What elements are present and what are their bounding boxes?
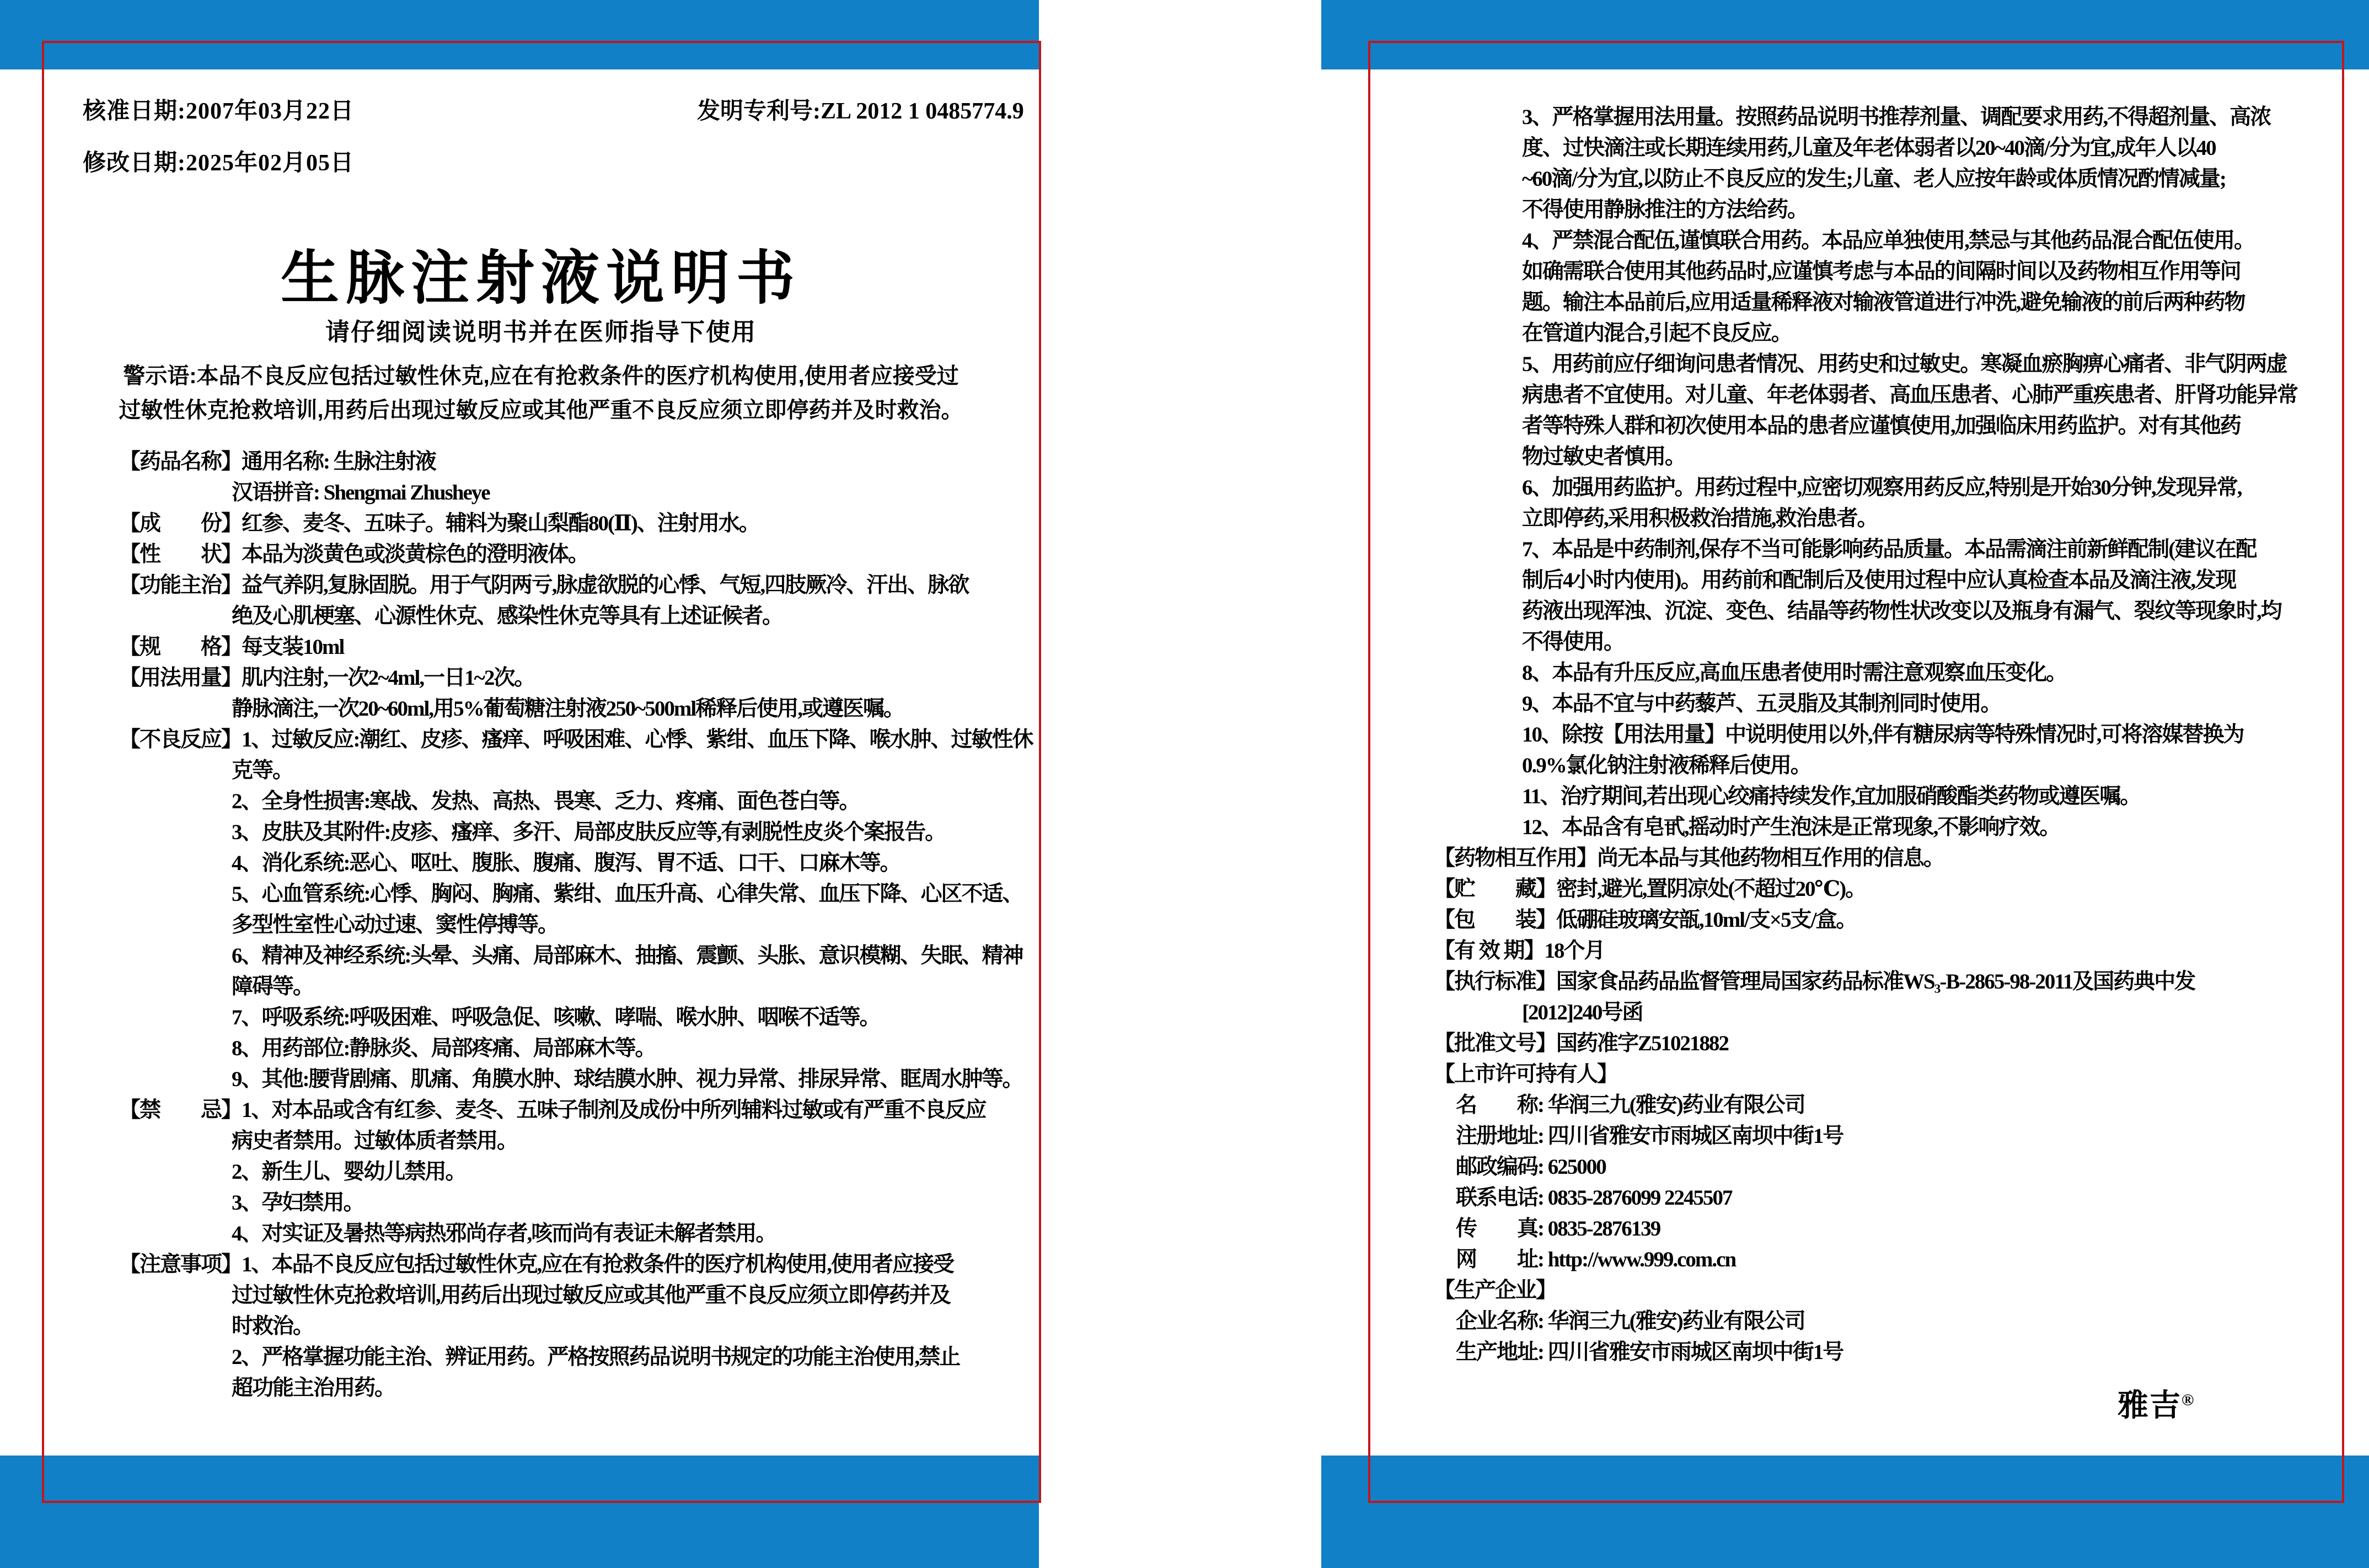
text-line: 【贮 藏】密封,避光,置阴凉处(不超过20℃)。 [1434,877,1866,901]
text-line: 【执行标准】国家食品药品监督管理局国家药品标准WS₃-B-2865-98-2011及国药典中发 [1434,970,2195,994]
text-line: 超功能主治用药。 [232,1376,395,1400]
text-line: 者等特殊人群和初次使用本品的患者应谨慎使用,加强临床用药监护。对有其他药 [1522,414,2241,438]
text-line: 在管道内混合,引起不良反应。 [1522,321,1792,345]
text-line: 12、本品含有皂甙,摇动时产生泡沫是正常现象,不影响疗效。 [1522,815,2060,839]
text-line: 病史者禁用。过敏体质者禁用。 [232,1129,518,1153]
text-line: 克等。 [232,759,293,782]
text-line: 注册地址: 四川省雅安市雨城区南坝中街1号 [1456,1124,1843,1148]
text-line: 5、用药前应仔细询问患者情况、用药史和过敏史。寒凝血瘀胸痹心痛者、非气阴两虚 [1522,352,2287,376]
registered-trademark-symbol: ® [2182,1390,2194,1409]
text-line: 3、皮肤及其附件:皮疹、瘙痒、多汗、局部皮肤反应等,有剥脱性皮炎个案报告。 [232,820,946,844]
text-line: 静脉滴注,一次20~60ml,用5%葡萄糖注射液250~500ml稀释后使用,或遵医嘱。 [232,697,904,721]
text-line: 生产地址: 四川省雅安市雨城区南坝中街1号 [1456,1340,1843,1364]
text-line: 【不良反应】1、过敏反应:潮红、皮疹、瘙痒、呼吸困难、心悸、紫绀、血压下降、喉水肿、过敏性休 [119,728,1033,751]
text-line: 病患者不宜使用。对儿童、年老体弱者、高血压患者、心肺严重疾患者、肝肾功能异常 [1522,383,2298,407]
text-line: 3、孕妇禁用。 [232,1191,364,1215]
text-line: 多型性室性心动过速、窦性停搏等。 [232,913,559,937]
text-line: 【性 状】本品为淡黄色或淡黄棕色的澄明液体。 [119,543,589,566]
text-line: 【批准文号】国药准字Z51021882 [1434,1032,1729,1055]
text-line: 【禁 忌】1、对本品或含有红参、麦冬、五味子制剂及成份中所列辅料过敏或有严重不良反应 [119,1098,986,1122]
text-line: 度、过快滴注或长期连续用药,儿童及年老体弱者以20~40滴/分为宜,成年人以40 [1522,136,2216,160]
text-line: 题。输注本品前后,应用适量稀释液对输液管道进行冲洗,避免输液的前后两种药物 [1522,291,2245,314]
approval-date: 核准日期:2007年03月22日 [83,99,354,124]
text-line: 【规 格】每支装10ml [119,635,344,659]
text-line: 【用法用量】肌内注射,一次2~4ml,一日1~2次。 [119,666,535,690]
text-line: 8、用药部位:静脉炎、局部疼痛、局部麻木等。 [232,1037,656,1060]
text-line: 4、消化系统:恶心、呕吐、腹胀、腹痛、腹泻、胃不适、口干、口麻木等。 [232,851,901,875]
text-line: 不得使用静脉推注的方法给药。 [1522,198,1808,222]
text-line: 3、严格掌握用法用量。按照药品说明书推荐剂量、调配要求用药,不得超剂量、高浓 [1522,105,2271,129]
text-line: 0.9%氯化钠注射液稀释后使用。 [1522,754,1811,777]
patent-number: 发明专利号:ZL 2012 1 0485774.9 [697,99,1024,124]
text-line: 不得使用。 [1522,630,1625,654]
text-line: 11、治疗期间,若出现心绞痛持续发作,宜加服硝酸酯类药物或遵医嘱。 [1522,785,2141,808]
text-line: 过过敏性休克抢救培训,用药后出现过敏反应或其他严重不良反应须立即停药并及 [232,1284,950,1307]
text-line: 障碍等。 [232,975,314,998]
text-line: 2、严格掌握功能主治、辨证用药。严格按照药品说明书规定的功能主治使用,禁止 [232,1345,960,1369]
text-line: 4、对实证及暑热等病热邪尚存者,咳而尚有表证未解者禁用。 [232,1222,776,1245]
text-line: 9、本品不宜与中药藜芦、五灵脂及其制剂同时使用。 [1522,692,2001,716]
text-line: ~60滴/分为宜,以防止不良反应的发生;儿童、老人应按年龄或体质情况酌情减量; [1522,167,2226,191]
text-line: 【生产企业】 [1434,1279,1557,1302]
text-line: 4、严禁混合配伍,谨慎联合用药。本品应单独使用,禁忌与其他药品混合配伍使用。 [1522,229,2255,253]
text-line: 物过敏史者慎用。 [1522,445,1686,469]
text-line: 8、本品有升压反应,高血压患者使用时需注意观察血压变化。 [1522,661,2067,685]
page-title: 生脉注射液说明书 [281,246,801,311]
text-line: 【药品名称】通用名称: 生脉注射液 [119,450,436,474]
text-line: 2、新生儿、婴幼儿禁用。 [232,1160,466,1184]
text-line: 5、心血管系统:心悸、胸闷、胸痛、紫绀、血压升高、心律失常、血压下降、心区不适、 [232,882,1023,906]
text-line: 邮政编码: 625000 [1456,1155,1606,1179]
text-line: 【注意事项】1、本品不良反应包括过敏性休克,应在有抢救条件的医疗机构使用,使用者应接受 [119,1253,954,1276]
page-subtitle: 请仔细阅读说明书并在医师指导下使用 [325,319,757,346]
text-line: 制后4小时内使用)。用药前和配制后及使用过程中应认真检查本品及滴注液,发现 [1522,568,2236,592]
text-line: [2012]240号函 [1522,1001,1643,1024]
text-line: 6、加强用药监护。用药过程中,应密切观察用药反应,特别是开始30分钟,发现异常, [1522,476,2242,500]
text-line: 6、精神及神经系统:头晕、头痛、局部麻木、抽搐、震颤、头胀、意识模糊、失眠、精神 [232,944,1023,968]
text-line: 7、本品是中药制剂,保存不当可能影响药品质量。本品需滴注前新鲜配制(建议在配 [1522,538,2257,561]
brand-logo [2118,1381,2194,1425]
text-line: 【有 效 期】18个月 [1434,939,1605,963]
text-line: 9、其他:腰背剧痛、肌痛、角膜水肿、球结膜水肿、视力异常、排尿异常、眶周水肿等。 [232,1067,1023,1091]
brand-name: 雅吉 [2118,1389,2182,1423]
text-line: 网 址: http://www.999.com.cn [1456,1248,1736,1271]
warning-line: 过敏性休克抢救培训,用药后出现过敏反应或其他严重不良反应须立即停药并及时救治。 [119,398,963,422]
text-line: 联系电话: 0835-2876099 2245507 [1456,1186,1732,1210]
text-line: 【上市许可持有人】 [1434,1062,1618,1086]
text-line: 如确需联合使用其他药品时,应谨慎考虑与本品的间隔时间以及药物相互作用等问 [1522,260,2241,283]
text-line: 7、呼吸系统:呼吸困难、呼吸急促、咳嗽、哮喘、喉水肿、咽喉不适等。 [232,1006,880,1029]
text-line: 【功能主治】益气养阴,复脉固脱。用于气阴两亏,脉虚欲脱的心悸、气短,四肢厥冷、汗出、脉欲 [119,573,969,597]
text-line: 2、全身性损害:寒战、发热、高热、畏寒、乏力、疼痛、面色苍白等。 [232,790,860,813]
text-line: 【成 份】红参、麦冬、五味子。辅料为聚山梨酯80(Ⅱ)、注射用水。 [119,512,759,535]
text-line: 【药物相互作用】尚无本品与其他药物相互作用的信息。 [1434,846,1944,870]
text-line: 10、除按【用法用量】中说明使用以外,伴有糖尿病等特殊情况时,可将溶媒替换为 [1522,723,2244,747]
text-line: 药液出现浑浊、沉淀、变色、结晶等药物性状改变以及瓶身有漏气、裂纹等现象时,均 [1522,599,2281,623]
text-line: 企业名称: 华润三九(雅安)药业有限公司 [1456,1309,1805,1333]
text-line: 绝及心肌梗塞、心源性休克、感染性休克等具有上述证候者。 [232,604,783,628]
text-line: 名 称: 华润三九(雅安)药业有限公司 [1456,1093,1805,1117]
warning-line: 警示语:本品不良反应包括过敏性休克,应在有抢救条件的医疗机构使用,使用者应接受过 [123,364,959,388]
text-line: 立即停药,采用积极救治措施,救治患者。 [1522,507,1878,530]
text-line: 【包 装】低硼硅玻璃安瓿,10ml/支×5支/盒。 [1434,908,1857,932]
text-line: 时救治。 [232,1314,314,1338]
text-line: 汉语拼音: Shengmai Zhusheye [232,481,490,504]
revision-date: 修改日期:2025年02月05日 [83,151,354,176]
text-line: 传 真: 0835-2876139 [1456,1217,1660,1241]
